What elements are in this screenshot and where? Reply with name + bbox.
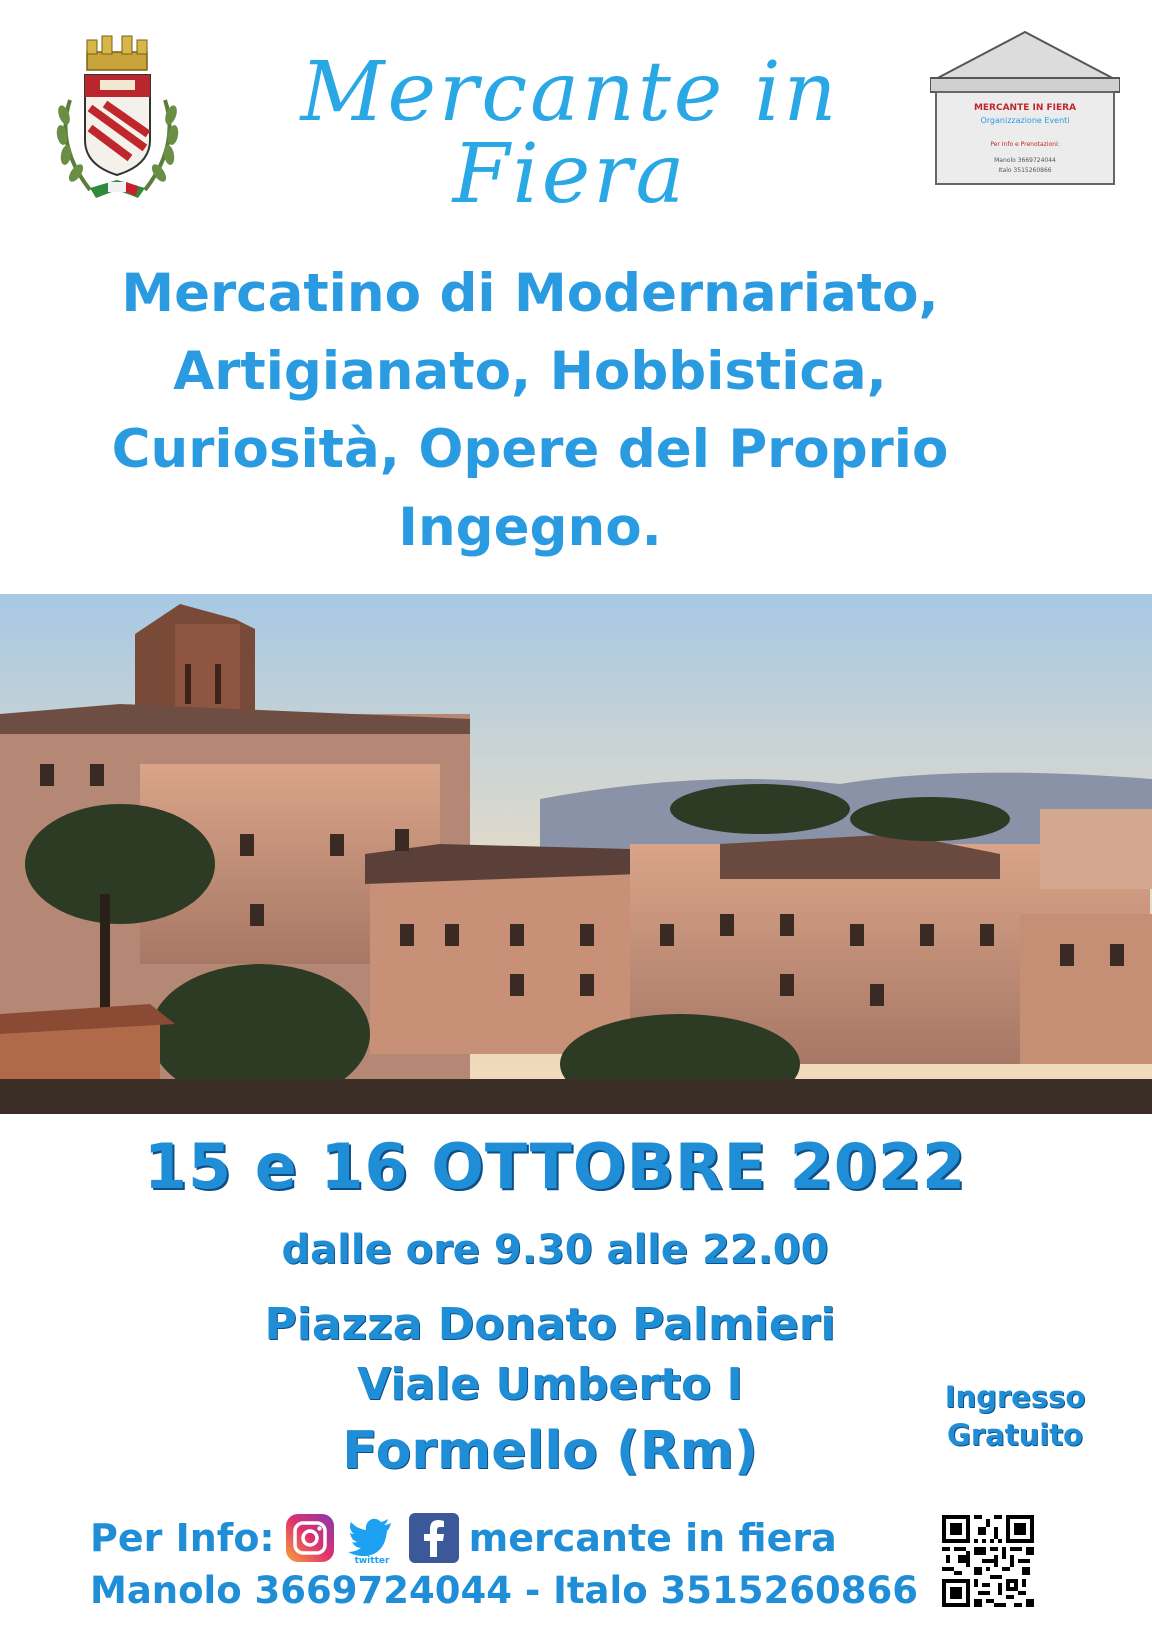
page-title: Mercante in Fiera bbox=[300, 45, 840, 222]
town-photo bbox=[0, 594, 1152, 1114]
contact-phones: Manolo 3669724044 - Italo 3515260866 bbox=[90, 1569, 918, 1612]
facebook-icon[interactable] bbox=[407, 1511, 461, 1565]
subtitle bbox=[60, 255, 1000, 567]
tent-logo-line4: Manolo 3669724044 bbox=[994, 157, 1056, 164]
twitter-icon[interactable] bbox=[345, 1511, 399, 1565]
info-label: Per Info: bbox=[90, 1516, 275, 1560]
subtitle-line-1: Mercatino di Modernariato, bbox=[121, 263, 939, 324]
event-venue bbox=[100, 1295, 1000, 1487]
free-entry-badge bbox=[935, 1378, 1095, 1454]
tent-logo-line3: Per Info e Prenotazioni: bbox=[990, 141, 1060, 148]
event-dates: 15 e 16 OTTOBRE 2022 bbox=[143, 1130, 967, 1203]
tent-logo-line2: Organizzazione Eventi bbox=[980, 116, 1070, 125]
instagram-icon[interactable] bbox=[283, 1511, 337, 1565]
venue-line-2: Viale Umberto I bbox=[357, 1359, 743, 1410]
entry-line-1: Ingresso bbox=[944, 1380, 1086, 1414]
crest-icon bbox=[50, 30, 185, 205]
twitter-caption: twitter bbox=[354, 1556, 390, 1565]
tent-logo-line1: MERCANTE IN FIERA bbox=[973, 103, 1077, 113]
subtitle-line-2: Artigianato, Hobbistica, bbox=[173, 341, 887, 402]
tent-logo-line5: Italo 3515260866 bbox=[998, 167, 1052, 174]
subtitle-line-3: Curiosità, Opere del Proprio bbox=[111, 419, 949, 480]
facebook-page-name[interactable]: mercante in fiera bbox=[468, 1516, 837, 1560]
venue-line-1: Piazza Donato Palmieri bbox=[264, 1299, 836, 1350]
event-hours: dalle ore 9.30 alle 22.00 bbox=[281, 1227, 829, 1273]
venue-line-3: Formello (Rm) bbox=[342, 1421, 758, 1481]
tent-logo-icon bbox=[930, 22, 1120, 187]
info-row bbox=[90, 1508, 837, 1568]
entry-line-2: Gratuito bbox=[947, 1418, 1083, 1452]
qr-code-icon[interactable] bbox=[942, 1515, 1034, 1607]
subtitle-line-4: Ingegno. bbox=[398, 497, 662, 558]
